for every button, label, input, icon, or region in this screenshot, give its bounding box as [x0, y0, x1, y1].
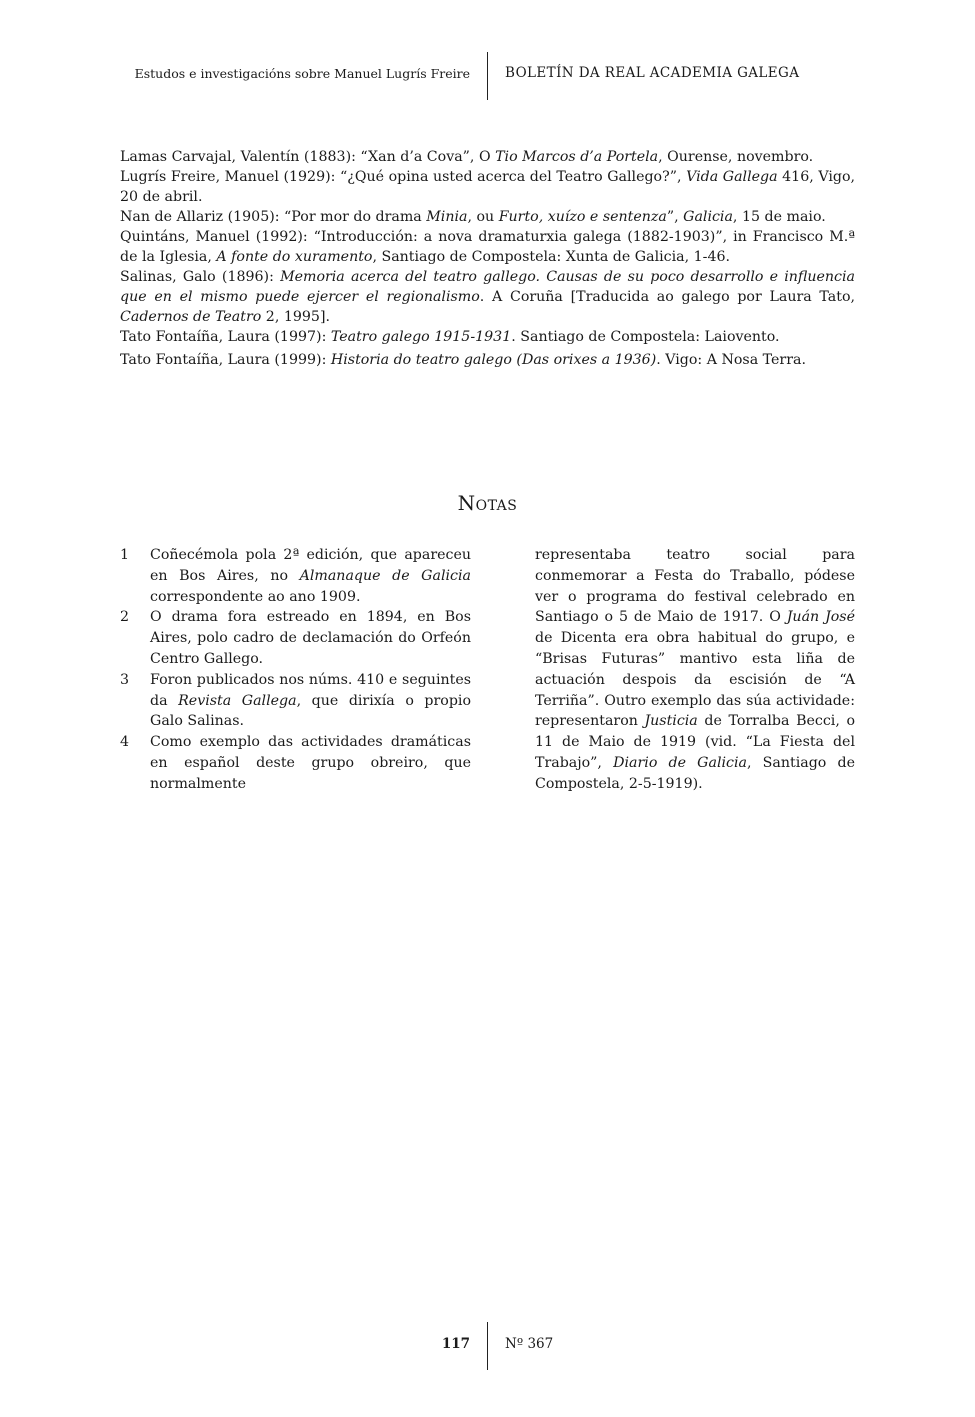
header-left-title: Estudos e investigacións sobre Manuel Lugrís Freire	[134, 66, 470, 81]
footnote: 4 Como exemplo das actividades dramáticas en español deste grupo obreiro, que normalmente	[120, 734, 471, 792]
footnote: 3 Foron publicados nos núms. 410 e seguintes da Revista Gallega, que dirixía o propio Galo Salinas.	[120, 671, 471, 730]
footer-divider	[487, 1322, 488, 1370]
bibliography-entry: Tato Fontaíña, Laura (1997): Teatro galego 1915-1931. Santiago de Compostela: Laiovento.	[120, 329, 780, 345]
footnote-continuation: representaba teatro social para conmemorar a Festa do Traballo, pódese ver o programa do festival celebrado en Santiago o 5 de Maio de 1917. O Juán José de Dicenta era obra habitual do grupo, e “Brisas Futuras” mantivo esta liña de actuación despois da escisión de “A Terriña”. Outro exemplo das súa actividade: representaron Justicia de Torralba Becci, o 11 de Maio de 1919 (vid. “La Fiesta del Trabajo”, Diario de Galicia, Santiago de Compostela, 2-5-1919).	[535, 547, 855, 792]
header-divider	[487, 52, 488, 100]
footnote-number: 3	[120, 671, 130, 688]
footnote-number: 4	[120, 734, 130, 751]
bibliography-entry: Lamas Carvajal, Valentín (1883): “Xan d’a Cova”, O Tio Marcos d’a Portela, Ourense, novembro.	[120, 149, 814, 165]
running-header	[0, 52, 975, 100]
header-journal-title: BOLETÍN DA REAL ACADEMIA GALEGA	[505, 65, 800, 81]
notes-column-right	[535, 545, 855, 795]
notes-heading: Notas	[457, 491, 518, 515]
notes-column-left	[120, 545, 471, 795]
footnote: 2 O drama fora estreado en 1894, en Bos Aires, polo cadro de declamación do Orfeón Centro Gallego.	[120, 609, 471, 667]
footnote: 1 Coñecémola pola 2ª edición, que apareceu en Bos Aires, no Almanaque de Galicia correspondente ao ano 1909.	[120, 547, 471, 605]
issue-number: Nº 367	[505, 1336, 554, 1352]
bibliography-entry: Tato Fontaíña, Laura (1999): Historia do teatro galego (Das orixes a 1936). Vigo: A Nosa Terra.	[120, 352, 806, 368]
bibliography	[120, 147, 855, 370]
bibliography-entry: Quintáns, Manuel (1992): “Introducción: a nova dramaturxia galega (1882-1903)”, in Francisco M.ª de la Iglesia, A fonte do xuramento, Santiago de Compostela: Xunta de Galicia, 1-46.	[120, 229, 855, 265]
bibliography-entry: Lugrís Freire, Manuel (1929): “¿Qué opina usted acerca del Teatro Gallego?”, Vida Gallega 416, Vigo, 20 de abril.	[120, 169, 856, 205]
page-footer	[0, 1322, 975, 1370]
footnote-number: 1	[120, 547, 130, 563]
bibliography-entry: Nan de Allariz (1905): “Por mor do drama Minia, ou Furto, xuízo e sentenza”, Galicia, 15 de maio.	[120, 209, 826, 225]
footnote-number: 2	[120, 609, 130, 626]
page-number: 117	[441, 1336, 470, 1352]
bibliography-entry: Salinas, Galo (1896): Memoria acerca del teatro gallego. Causas de su poco desarrollo e influencia que en el mismo puede ejercer el regionalismo. A Coruña [Traducida ao galego por Laura Tato, Cadernos de Teatro 2, 1995].	[120, 269, 855, 325]
